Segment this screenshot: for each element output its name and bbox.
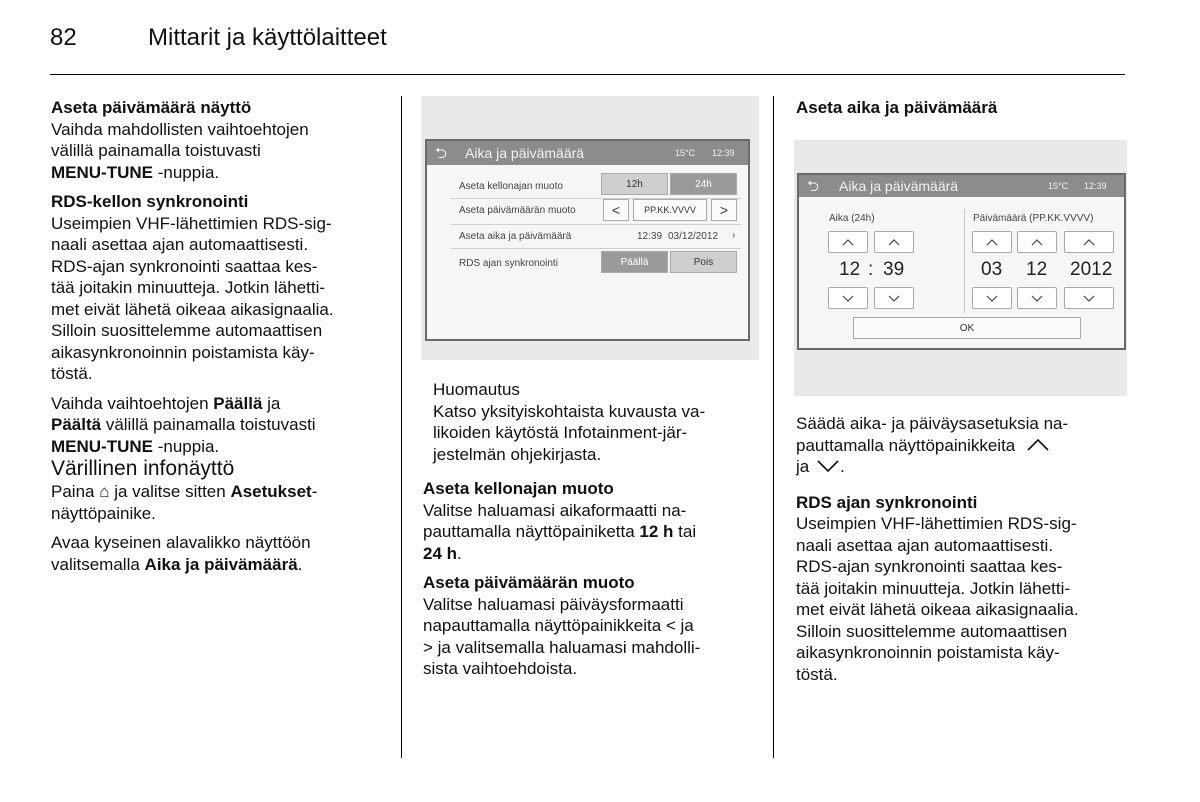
text: ja	[262, 393, 281, 413]
divider	[451, 224, 741, 225]
para-line: Silloin suosittelemme automaattisen	[51, 321, 323, 340]
para-line: Säädä aika- ja päiväysasetuksia na-	[796, 414, 1069, 433]
para-line	[51, 414, 391, 436]
back-icon[interactable]: ⮌	[807, 178, 820, 195]
para-line: ja .	[796, 457, 845, 476]
para-line	[51, 162, 391, 184]
divider	[964, 209, 965, 313]
divider	[451, 248, 741, 249]
text: ja valitse sitten	[109, 482, 231, 501]
chevron-down-icon	[986, 295, 998, 302]
year-value: 2012	[1070, 259, 1113, 280]
para-line: likoiden käytöstä Infotainment-jär-	[433, 423, 688, 442]
para-line: RDS-ajan synkronointi saattaa kes-	[796, 557, 1063, 576]
row-label-set-time-date[interactable]: Aseta aika ja päivämäärä	[459, 231, 572, 242]
minute-up-button[interactable]	[874, 231, 914, 253]
para-line	[51, 554, 391, 576]
text: välillä painamalla toistuvasti	[101, 415, 316, 434]
hour-down-button[interactable]	[828, 287, 868, 309]
para-line: Valitse haluamasi aikaformaatti na-	[423, 500, 687, 520]
para-line: Vaihda mahdollisten vaihtoehtojen	[51, 119, 309, 139]
para-line: naali asettaa ajan automaattisesti.	[796, 535, 1054, 555]
year-up-button[interactable]	[1064, 231, 1114, 253]
home-icon: ⌂	[99, 482, 110, 501]
current-time: 12:39	[637, 231, 663, 242]
chevron-down-icon	[816, 459, 840, 473]
note-block	[433, 379, 763, 465]
column-divider-1	[401, 96, 402, 758]
year-down-button[interactable]	[1064, 287, 1114, 309]
minute-value: 39	[883, 259, 905, 280]
para-line: Katso yksityiskohtaista kuvausta va-	[433, 401, 706, 421]
prev-format-button[interactable]: <	[603, 199, 629, 221]
para-line: tää joitakin minuutteja. Jotkin lähetti-	[51, 278, 326, 297]
12h-label: 12 h	[639, 522, 674, 541]
para-line: aikasynkronoinnin poistamista käy-	[796, 643, 1060, 662]
column-3-heading	[796, 97, 1131, 119]
date-label: Päivämäärä (PP.KK.VVVV)	[973, 213, 1094, 224]
chevron-up-icon	[1083, 239, 1095, 246]
chevron-down-icon	[1083, 295, 1095, 302]
next-format-button[interactable]: >	[711, 199, 737, 221]
text: valitsemalla	[51, 554, 145, 574]
24h-label: 24 h	[423, 543, 458, 563]
para-line: RDS-ajan synkronointi saattaa kes-	[51, 256, 318, 276]
heading-color-display: Värillinen infonäyttö	[51, 457, 235, 480]
para-line	[51, 436, 391, 458]
hour-value: 12	[839, 259, 861, 280]
para-line	[51, 481, 391, 503]
header-rule	[50, 74, 1125, 75]
screen-title-bar	[799, 175, 1124, 197]
text: .	[297, 554, 303, 574]
para-line: töstä.	[796, 664, 838, 684]
hour-up-button[interactable]	[828, 231, 868, 253]
chevron-up-icon	[1031, 239, 1043, 246]
chevron-down-icon	[1031, 295, 1043, 302]
text: -nuppia.	[153, 436, 220, 456]
row-label-date-format: Aseta päivämäärän muoto	[459, 205, 576, 216]
heading-date-format: Aseta päivämäärän muoto	[423, 573, 635, 592]
column-1	[51, 97, 391, 575]
day-value: 03	[981, 259, 1003, 280]
text: Paina	[51, 482, 100, 501]
heading-time-format: Aseta kellonajan muoto	[423, 479, 614, 498]
heading-set-time-date: Aseta aika ja päivämäärä	[796, 98, 998, 117]
time-label: Aika (24h)	[829, 213, 875, 224]
para-line: napauttamalla näyttöpainikkeita < ja	[423, 616, 694, 635]
ok-button[interactable]: OK	[853, 317, 1081, 339]
clock: 12:39	[1084, 181, 1107, 191]
chevron-right-icon[interactable]: ›	[732, 230, 736, 241]
menu-tune-label: MENU-TUNE	[51, 162, 153, 182]
temperature: 15°C	[675, 148, 696, 158]
para-line: > ja valitsemalla haluamasi mahdolli-	[423, 637, 701, 657]
off-label: Päältä	[51, 415, 102, 434]
column-divider-2	[773, 96, 774, 758]
screen-title: Aika ja päivämäärä	[465, 145, 585, 161]
para-line: tää joitakin minuutteja. Jotkin lähetti-	[796, 578, 1071, 598]
chevron-up-icon	[1026, 438, 1050, 452]
month-down-button[interactable]	[1017, 287, 1057, 309]
screen-title: Aika ja päivämäärä	[839, 178, 959, 194]
chevron-up-icon	[986, 239, 998, 246]
text: pauttamalla näyttöpainiketta	[423, 522, 640, 541]
month-value: 12	[1026, 259, 1048, 280]
row-label-rds-sync: RDS ajan synkronointi	[459, 258, 558, 269]
para-line: välillä painamalla toistuvasti	[51, 141, 261, 160]
para-line	[423, 521, 763, 543]
menu-tune-label: MENU-TUNE	[51, 436, 153, 456]
text: -nuppia.	[153, 162, 220, 182]
current-date: 03/12/2012	[668, 231, 719, 242]
para-line	[796, 435, 1131, 457]
para-line: Valitse haluamasi päiväysformaatti	[423, 594, 684, 614]
para-line: töstä.	[51, 364, 93, 383]
page-number: 82	[50, 24, 77, 51]
para-line: Avaa kyseinen alavalikko näyttöön	[51, 533, 311, 552]
chevron-down-icon	[888, 295, 900, 302]
para-line: met eivät lähetä oikeaa aikasignaalia.	[796, 600, 1079, 619]
12h-button[interactable]: 12h	[601, 173, 668, 195]
para-line: sista vaihtoehdoista.	[423, 659, 578, 678]
para-line: Useimpien VHF-lähettimien RDS-sig-	[796, 514, 1077, 533]
heading-rds-sync: RDS ajan synkronointi	[796, 492, 978, 512]
back-icon[interactable]: ⮌	[435, 145, 448, 162]
text: Vaihda vaihtoehtojen	[51, 393, 214, 413]
heading-rds-clock: RDS-kellon synkronointi	[51, 192, 249, 211]
screen-title-bar	[427, 141, 748, 165]
row-label-time-format: Aseta kellonajan muoto	[459, 181, 563, 192]
24h-button[interactable]: 24h	[670, 173, 737, 195]
date-format-value: PP.KK.VVVV	[633, 199, 707, 221]
para-line: aikasynkronoinnin poistamista käy-	[51, 342, 315, 362]
para-line: naali asettaa ajan automaattisesti.	[51, 235, 309, 254]
text: .	[457, 543, 462, 563]
on-button[interactable]: Päällä	[601, 251, 668, 273]
para-line: jestelmän ohjekirjasta.	[433, 444, 602, 464]
chevron-up-icon	[842, 239, 854, 246]
column-3	[796, 413, 1131, 685]
para-line: Useimpien VHF-lähettimien RDS-sig-	[51, 213, 332, 233]
note-heading: Huomautus	[433, 380, 520, 399]
page-title: Mittarit ja käyttölaitteet	[148, 24, 387, 51]
text: ja	[796, 457, 810, 476]
para-line	[51, 393, 391, 415]
time-date-screen	[425, 139, 750, 341]
day-up-button[interactable]	[972, 231, 1012, 253]
month-up-button[interactable]	[1017, 231, 1057, 253]
para-line	[423, 543, 763, 565]
para-line: Silloin suosittelemme automaattisen	[796, 621, 1068, 641]
para-line: met eivät lähetä oikeaa aikasignaalia.	[51, 299, 334, 319]
chevron-down-icon	[842, 295, 854, 302]
on-label: Päällä	[213, 393, 263, 413]
time-separator: :	[868, 259, 874, 280]
time-date-edit-screen	[797, 173, 1126, 350]
minute-down-button[interactable]	[874, 287, 914, 309]
text: pauttamalla näyttöpainikkeita	[796, 435, 1016, 455]
day-down-button[interactable]	[972, 287, 1012, 309]
temperature: 15°C	[1048, 181, 1069, 191]
settings-label: Asetukset	[230, 482, 312, 501]
text: -	[311, 482, 318, 501]
clock: 12:39	[712, 148, 735, 158]
time-date-label: Aika ja päivämäärä	[144, 554, 298, 574]
para-line: näyttöpainike.	[51, 503, 156, 523]
off-button[interactable]: Pois	[670, 251, 737, 273]
heading-date-display: Aseta päivämäärä näyttö	[51, 98, 252, 117]
chevron-up-icon	[888, 239, 900, 246]
text: tai	[673, 522, 697, 541]
column-2	[423, 478, 763, 680]
